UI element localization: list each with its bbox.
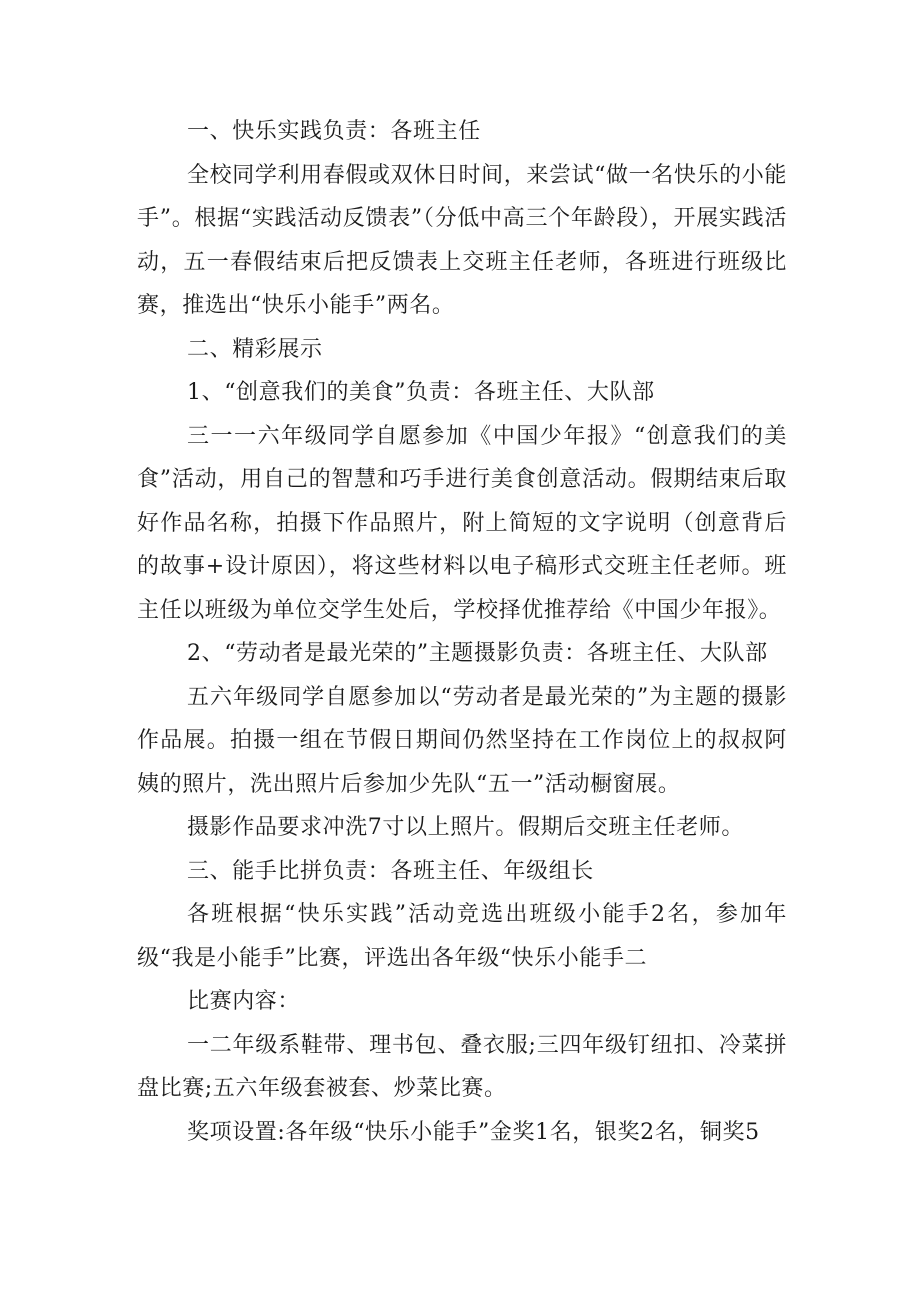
paragraph-practice-description: 全校同学利用春假或双休日时间，来尝试“做一名快乐的小能手”。根据“实践活动反馈表”（分低中高三个年龄段），开展实践活动，五一春假结束后把反馈表上交班主任老师，各班进行班级比赛，推选出“快乐小能手”两名。	[137, 162, 787, 318]
label-competition-content: 比赛内容：	[187, 989, 301, 1014]
subheading-food-creativity: 1、“创意我们的美食”负责：各班主任、大队部	[187, 380, 655, 405]
subheading-photography: 2、“劳动者是最光荣的”主题摄影负责：各班主任、大队部	[187, 641, 768, 666]
document-body	[137, 110, 787, 1154]
paragraph-photography: 五六年级同学自愿参加以“劳动者是最光荣的”为主题的摄影作品展。拍摄一组在节假日期间仍然坚持在工作岗位上的叔叔阿姨的照片，洗出照片后参加少先队“五一”活动橱窗展。	[137, 684, 787, 797]
paragraph-awards: 奖项设置:各年级“快乐小能手”金奖1名，银奖2名，铜奖5	[187, 1119, 760, 1145]
paragraph-food-creativity: 三一一六年级同学自愿参加《中国少年报》“创意我们的美食”活动，用自己的智慧和巧手进行美食创意活动。假期结束后取好作品名称，拍摄下作品照片，附上简短的文字说明（创意背后的故事+设计原因），将这些材料以电子稿形式交班主任老师。班主任以班级为单位交学生处后，学校择优推荐给《中国少年报》。	[137, 423, 787, 623]
paragraph-competition: 各班根据“快乐实践”活动竞选出班级小能手2名，参加年级“我是小能手”比赛，评选出各年级“快乐小能手二	[137, 902, 787, 971]
paragraph-photo-requirements: 摄影作品要求冲洗7寸以上照片。假期后交班主任老师。	[187, 815, 744, 840]
section-heading-2: 二、精彩展示	[187, 336, 323, 362]
paragraph-competition-items: 一二年级系鞋带、理书包、叠衣服;三四年级钉纽扣、冷菜拼盘比赛;五六年级套被套、炒菜比赛。	[137, 1032, 787, 1101]
section-heading-1: 一、快乐实践负责：各班主任	[187, 119, 481, 144]
section-heading-3: 三、能手比拼负责：各班主任、年级组长	[187, 858, 594, 884]
